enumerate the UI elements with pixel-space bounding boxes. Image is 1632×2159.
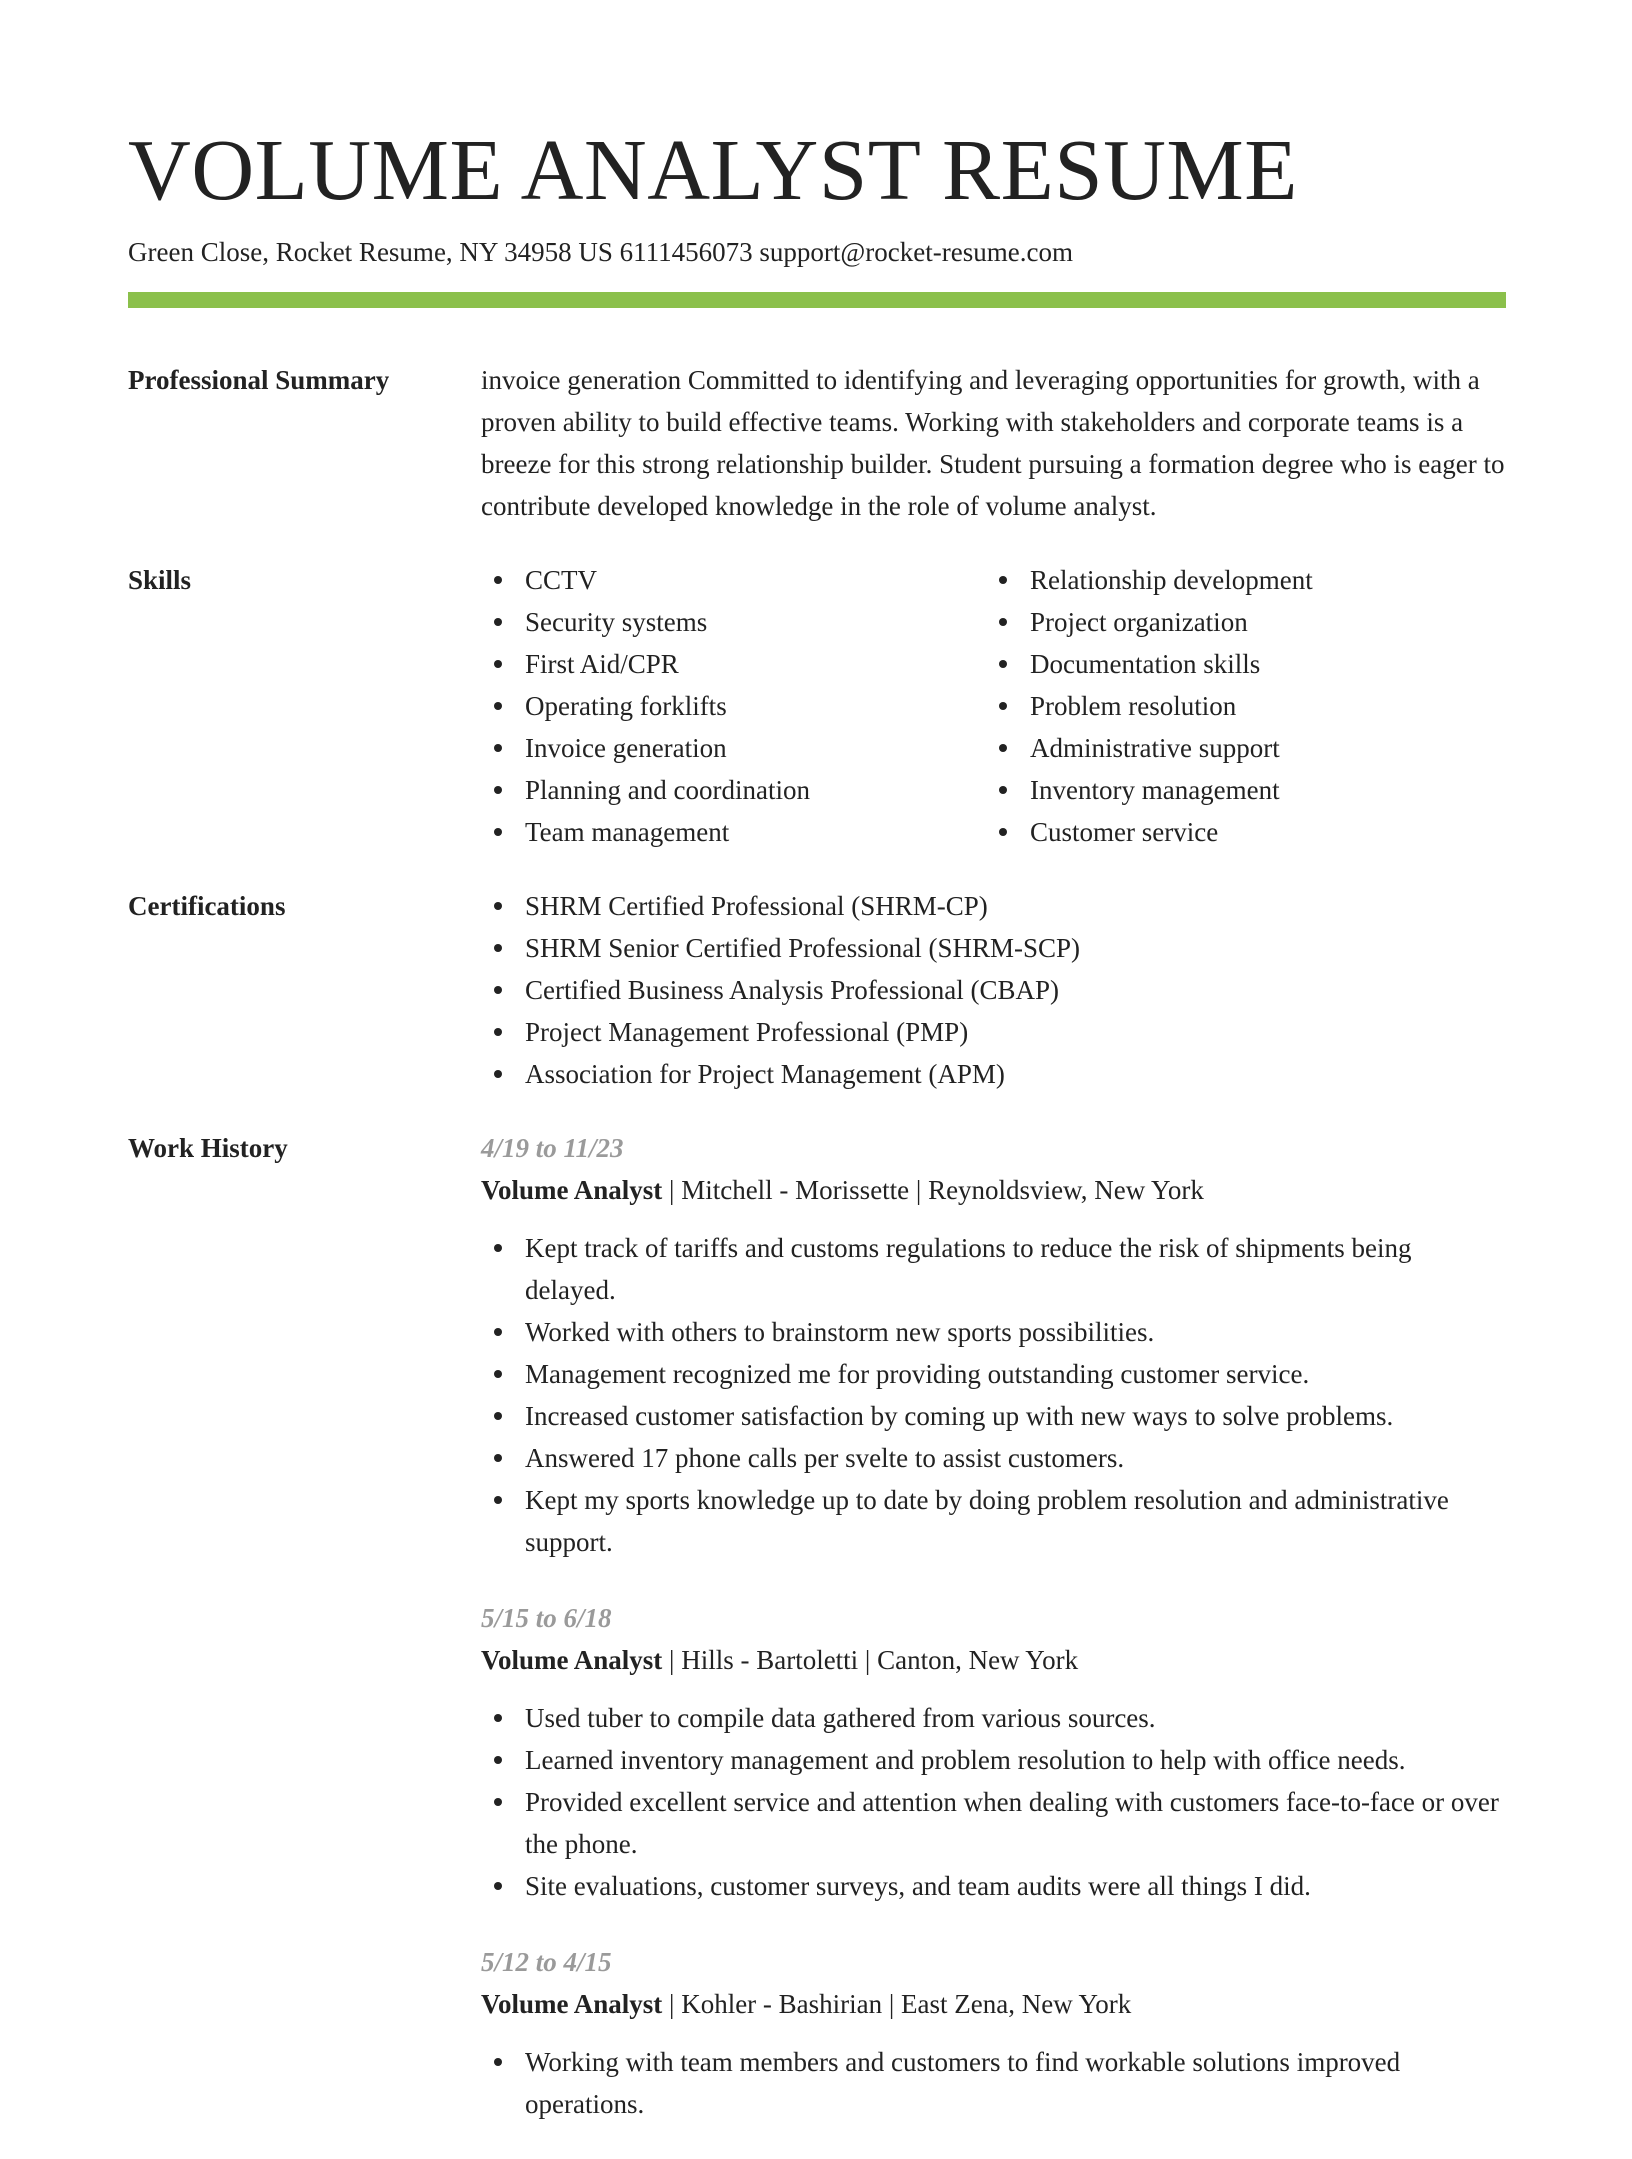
job-bullets bbox=[481, 1227, 1506, 1563]
skill-item: Project organization bbox=[986, 601, 1506, 643]
skills-list-left bbox=[481, 559, 986, 853]
skills-columns bbox=[481, 559, 1506, 853]
certification-item: Certified Business Analysis Professional (CBAP) bbox=[481, 969, 1506, 1011]
job-bullet: Learned inventory management and problem resolution to help with office needs. bbox=[481, 1739, 1506, 1781]
job-bullet: Provided excellent service and attention when dealing with customers face-to-face or over the phone. bbox=[481, 1781, 1506, 1865]
certification-item: Association for Project Management (APM) bbox=[481, 1053, 1506, 1095]
job-bullet: Kept my sports knowledge up to date by doing problem resolution and administrative support. bbox=[481, 1479, 1506, 1563]
job-entry bbox=[481, 1941, 1506, 2125]
skills-body bbox=[481, 559, 1506, 853]
job-bullet: Worked with others to brainstorm new sports possibilities. bbox=[481, 1311, 1506, 1353]
contact-line: Green Close, Rocket Resume, NY 34958 US 6111456073 support@rocket-resume.com bbox=[128, 237, 1073, 267]
certifications-body bbox=[481, 885, 1506, 1095]
skill-item: CCTV bbox=[481, 559, 986, 601]
skill-item: Planning and coordination bbox=[481, 769, 986, 811]
job-bullets bbox=[481, 2041, 1506, 2125]
skills-section bbox=[128, 559, 1506, 853]
resume-page bbox=[128, 0, 1506, 2159]
work-history-body bbox=[481, 1127, 1506, 2159]
resume-title: VOLUME ANALYST RESUME bbox=[128, 121, 1298, 218]
job-dates: 5/12 to 4/15 bbox=[481, 1947, 612, 1977]
job-dates: 4/19 to 11/23 bbox=[481, 1133, 624, 1163]
skill-item: Invoice generation bbox=[481, 727, 986, 769]
job-title-line bbox=[481, 1639, 1506, 1681]
skill-item: First Aid/CPR bbox=[481, 643, 986, 685]
certification-item: Project Management Professional (PMP) bbox=[481, 1011, 1506, 1053]
certification-item: SHRM Certified Professional (SHRM-CP) bbox=[481, 885, 1506, 927]
job-bullet: Management recognized me for providing outstanding customer service. bbox=[481, 1353, 1506, 1395]
certifications-section bbox=[128, 885, 1506, 1095]
job-title: Volume Analyst bbox=[481, 1645, 663, 1675]
summary-label: Professional Summary bbox=[128, 365, 390, 395]
skill-item: Inventory management bbox=[986, 769, 1506, 811]
certification-item: SHRM Senior Certified Professional (SHRM-SCP) bbox=[481, 927, 1506, 969]
job-title: Volume Analyst bbox=[481, 1175, 663, 1205]
skills-label: Skills bbox=[128, 565, 192, 595]
skill-item: Documentation skills bbox=[986, 643, 1506, 685]
certifications-label: Certifications bbox=[128, 891, 286, 921]
job-entry bbox=[481, 1597, 1506, 1907]
skill-item: Problem resolution bbox=[986, 685, 1506, 727]
work-history-label: Work History bbox=[128, 1133, 288, 1163]
skill-item: Team management bbox=[481, 811, 986, 853]
job-title-line bbox=[481, 1169, 1506, 1211]
work-history-section bbox=[128, 1127, 1506, 2159]
job-title: Volume Analyst bbox=[481, 1989, 663, 2019]
job-bullet: Site evaluations, customer surveys, and team audits were all things I did. bbox=[481, 1865, 1506, 1907]
skills-list-right bbox=[986, 559, 1506, 853]
job-details: | Kohler - Bashirian | East Zena, New York bbox=[662, 1989, 1132, 2019]
skill-item: Relationship development bbox=[986, 559, 1506, 601]
skill-item: Customer service bbox=[986, 811, 1506, 853]
accent-divider bbox=[128, 292, 1506, 308]
job-dates: 5/15 to 6/18 bbox=[481, 1603, 612, 1633]
job-bullet: Answered 17 phone calls per svelte to assist customers. bbox=[481, 1437, 1506, 1479]
job-details: | Hills - Bartoletti | Canton, New York bbox=[662, 1645, 1079, 1675]
job-bullet: Kept track of tariffs and customs regulations to reduce the risk of shipments being delayed. bbox=[481, 1227, 1506, 1311]
skill-item: Operating forklifts bbox=[481, 685, 986, 727]
skill-item: Security systems bbox=[481, 601, 986, 643]
skill-item: Administrative support bbox=[986, 727, 1506, 769]
job-bullet: Working with team members and customers to find workable solutions improved operations. bbox=[481, 2041, 1506, 2125]
job-details: | Mitchell - Morissette | Reynoldsview, New York bbox=[662, 1175, 1204, 1205]
job-title-line bbox=[481, 1983, 1506, 2025]
job-bullet: Increased customer satisfaction by coming up with new ways to solve problems. bbox=[481, 1395, 1506, 1437]
job-bullets bbox=[481, 1697, 1506, 1907]
summary-section bbox=[128, 359, 1506, 527]
certifications-list bbox=[481, 885, 1506, 1095]
summary-text: invoice generation Committed to identifying and leveraging opportunities for growth, with a proven ability to build effective teams. Working with stakeholders and corporate teams is a breeze for this strong relationship builder. Student pursuing a formation degree who is eager to contribute developed knowledge in the role of volume analyst. bbox=[481, 365, 1505, 521]
job-bullet: Used tuber to compile data gathered from various sources. bbox=[481, 1697, 1506, 1739]
job-entry bbox=[481, 1127, 1506, 1563]
